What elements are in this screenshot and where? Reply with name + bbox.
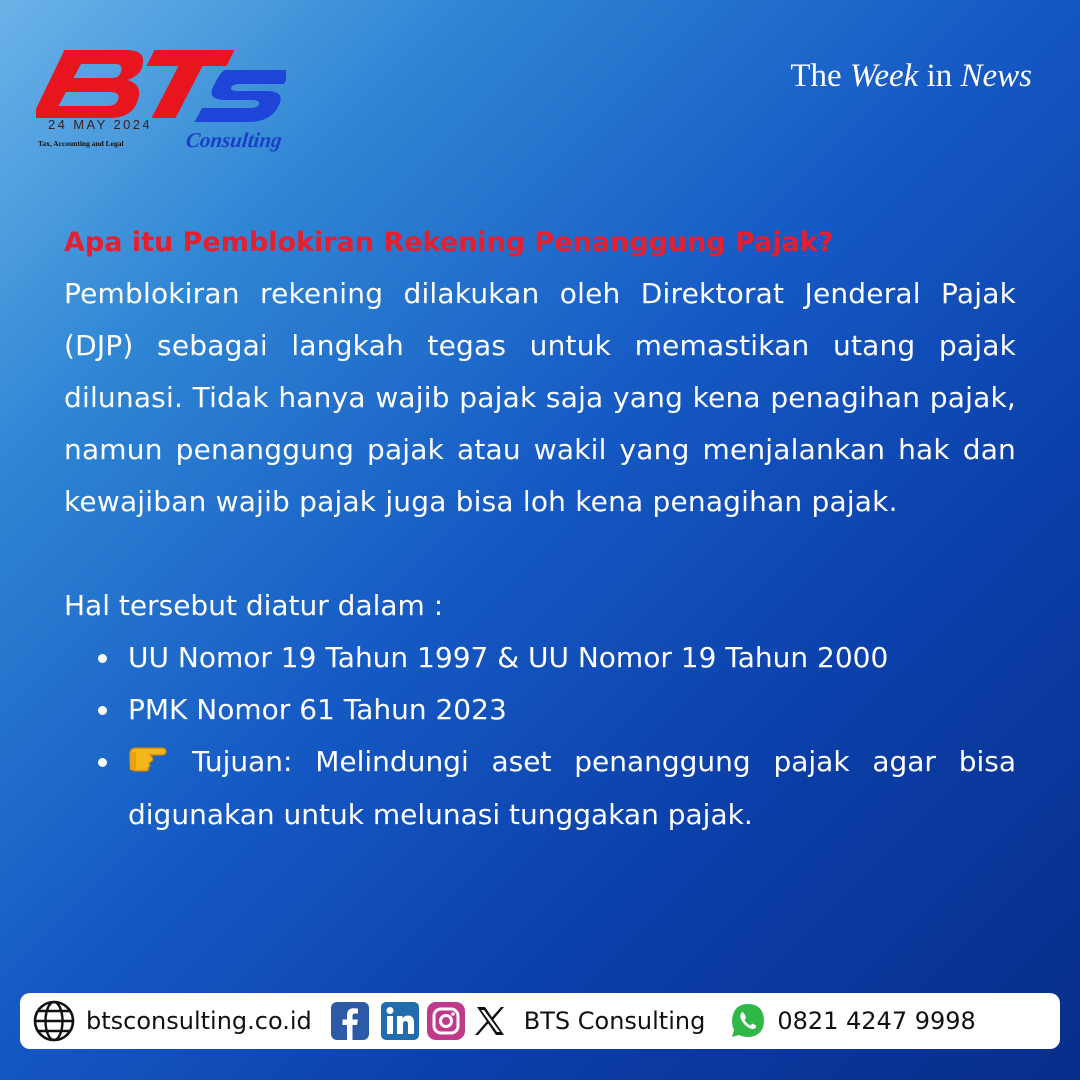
social-name[interactable]: BTS Consulting: [523, 1007, 706, 1035]
list-item: [128, 632, 1016, 684]
list-item: [128, 736, 1016, 841]
bts-logo: [36, 44, 286, 156]
phone-text: 0821 4247 9998: [777, 1007, 976, 1035]
regulation-list: [64, 632, 1016, 841]
list-item: [128, 684, 1016, 736]
footer-bar: [20, 993, 1060, 1049]
pointing-hand-icon: [128, 737, 168, 789]
list-item-text: PMK Nomor 61 Tahun 2023: [128, 693, 507, 726]
x-icon[interactable]: [474, 1005, 506, 1037]
week-in-news-tagline: [790, 58, 1032, 95]
article-paragraph: Pemblokiran rekening dilakukan oleh Direktorat Jenderal Pajak (DJP) sebagai langkah tegas untuk memastikan utang pajak dilunasi. Tidak hanya wajib pajak saja yang kena penagihan pajak, namun penanggung pajak atau wakil yang menjalankan hak dan kewajiban wajib pajak juga bisa loh kena penagihan pajak.: [64, 277, 1016, 518]
linkedin-icon[interactable]: [380, 1001, 420, 1041]
tagline-news: News: [960, 58, 1032, 94]
main-content: [64, 218, 1016, 841]
logo-tagline: Tax, Accounting and Legal: [38, 139, 124, 148]
whatsapp-contact[interactable]: [729, 1002, 976, 1040]
tagline-the: The: [790, 58, 842, 94]
facebook-icon[interactable]: [330, 1001, 370, 1041]
regulation-intro: Hal tersebut diatur dalam :: [64, 589, 444, 622]
tagline-week: Week: [849, 58, 919, 94]
list-item-text: UU Nomor 19 Tahun 1997 & UU Nomor 19 Tahun 2000: [128, 641, 889, 674]
article-heading: Apa itu Pemblokiran Rekening Penanggung Pajak?: [64, 227, 834, 258]
list-item-text: Tujuan: Melindungi aset penanggung pajak agar bisa digunakan untuk melunasi tunggakan pajak.: [128, 745, 1016, 831]
website-text: btsconsulting.co.id: [86, 1007, 312, 1035]
instagram-icon[interactable]: [426, 1001, 466, 1041]
logo-date: 24 MAY 2024: [48, 117, 152, 132]
whatsapp-icon: [729, 1002, 767, 1040]
globe-icon: [32, 999, 76, 1043]
website-link[interactable]: [32, 999, 312, 1043]
tagline-in: in: [926, 58, 953, 94]
social-icons: [330, 1001, 506, 1041]
logo-consulting: Consulting: [184, 128, 284, 152]
